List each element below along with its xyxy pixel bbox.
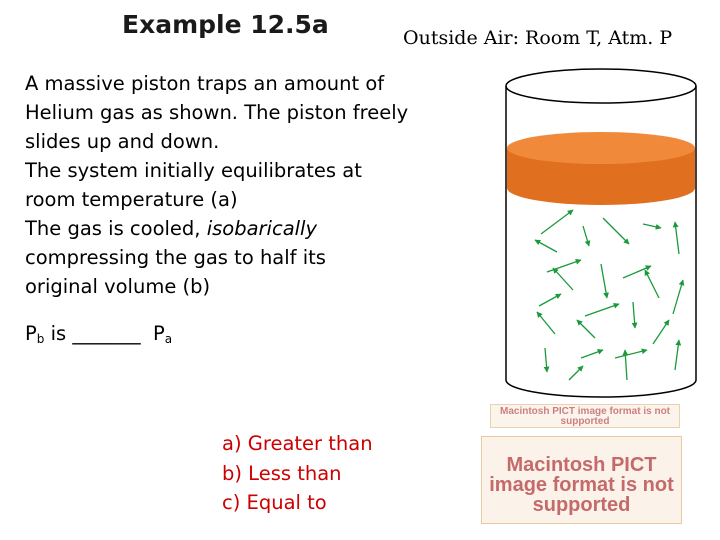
isobarically-term: isobarically	[206, 217, 318, 240]
piston	[507, 132, 695, 205]
pressure-a-symbol: P	[153, 322, 165, 345]
question-blank-text: is _______	[44, 322, 154, 345]
problem-line-1: A massive piston traps an amount of	[25, 72, 385, 95]
choice-c[interactable]: c) Equal to	[222, 491, 327, 514]
pressure-a-subscript: a	[164, 332, 173, 346]
answer-choices	[222, 429, 373, 518]
outside-air-label: Outside Air: Room T, Atm. P	[403, 27, 673, 49]
pressure-b-subscript: b	[36, 332, 45, 346]
problem-text	[25, 69, 408, 301]
slide-title: Example 12.5a	[122, 10, 329, 39]
question-blank	[25, 322, 172, 346]
problem-line-2: Helium gas as shown. The piston freely	[25, 101, 409, 124]
gas-molecule-arrows	[535, 210, 683, 380]
piston-cylinder-diagram	[483, 58, 708, 408]
problem-line-6	[25, 214, 408, 243]
problem-line-5: room temperature (a)	[25, 188, 238, 211]
problem-line-3: slides up and down.	[25, 130, 220, 153]
problem-line-7: compressing the gas to half its	[25, 246, 326, 269]
cylinder	[506, 69, 696, 397]
choice-b[interactable]: b) Less than	[222, 461, 342, 485]
pict-placeholder-small: Macintosh PICT image format is not supported	[490, 404, 680, 428]
pict-placeholder-large: Macintosh PICT image format is not supported	[481, 436, 682, 524]
problem-line-4: The system initially equilibrates at	[25, 159, 362, 182]
choice-a[interactable]: a) Greater than	[222, 432, 373, 455]
pressure-b-symbol: P	[25, 322, 37, 345]
problem-line-6-prefix: The gas is cooled,	[25, 217, 207, 240]
problem-line-8: original volume (b)	[25, 275, 211, 298]
